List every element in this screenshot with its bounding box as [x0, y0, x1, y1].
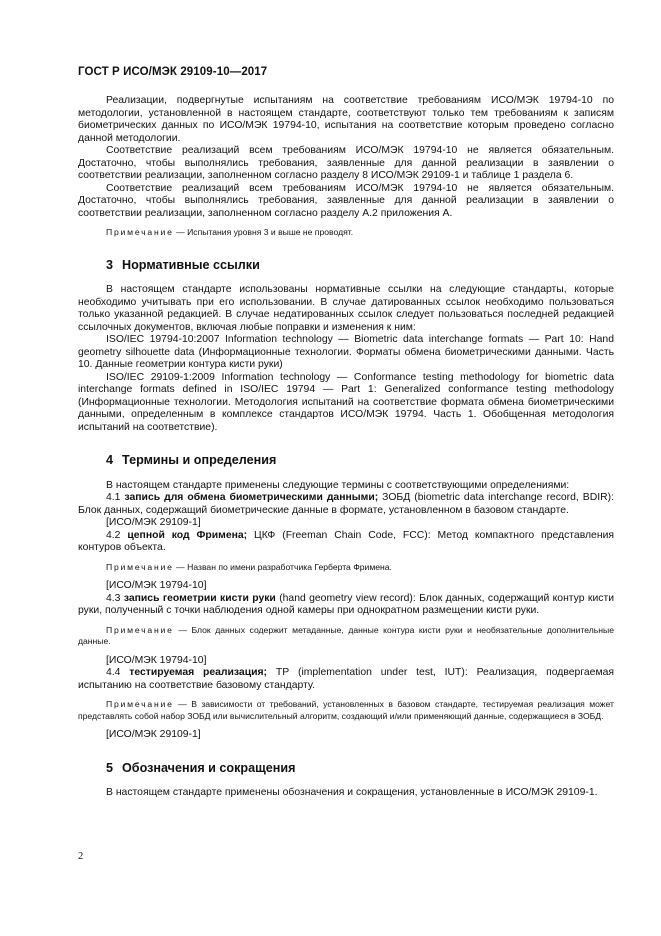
document-header: ГОСТ Р ИСО/МЭК 29109-10—2017	[78, 66, 268, 78]
note	[78, 227, 614, 239]
term-source: [ИСО/МЭК 29109-1]	[106, 517, 201, 528]
normative-reference: ISO/IEC 19794-10:2007 Information technology — Biometric data interchange formats — Part 10: Hand geometry silhouette data (Информационные технологии. Форматы обмена биометрическими данными. Часть 10. Данные геометрии контура кисти руки)	[78, 334, 614, 370]
term-source: [ИСО/МЭК 29109-1]	[106, 729, 201, 740]
paragraph: Реализации, подвергнутые испытаниям на соответствие требованиям ИСО/МЭК 19794-10 по методологии, установленной в настоящем стандарте, соответствуют только тем требованиям к записям биометрических данных по ИСО/МЭК 19794-10, испытания на соответствие которым проведено согласно данной методологии.	[78, 95, 614, 144]
note: Примечание — Блок данных содержит метаданные, данные контура кисти руки и необязательные дополнительные данные.	[78, 624, 614, 646]
term: тестируемая реализация;	[129, 667, 268, 678]
term-definition: 4.3 запись геометрии кисти руки (hand geometry view record): Блок данных, содержащий контур кисти руки, полученный с точки наблюдения одной камеры при однократном размещении кисти руки.	[78, 592, 615, 616]
term-definition: 4.4 тестируемая реализация; ТР (implementation under test, IUT): Реализация, подвергаемая испытанию на соответствие базовому стандарту.	[78, 667, 614, 691]
note-label: Примечание	[106, 561, 174, 572]
section-heading-3: 3 Нормативные ссылки	[106, 257, 260, 272]
term: запись геометрии кисти руки	[123, 592, 276, 604]
paragraph: В настоящем стандарте применены следующие термины с соответствующими определениями:	[106, 479, 570, 491]
paragraph: Соответствие реализаций всем требованиям ИСО/МЭК 19794-10 не является обязательным. Достаточно, чтобы выполнялись требования, заявленные для данной реализации в заявлении о соответствии реализации, заполненном согласно разделу А.2 приложения А.	[78, 182, 614, 219]
document-body	[78, 95, 614, 800]
term: цепной код Фримена;	[127, 529, 248, 541]
page-number: 2	[78, 851, 84, 862]
paragraph: В настоящем стандарте применены обозначения и сокращения, установленные в ИСО/МЭК 29109-1.	[106, 787, 598, 798]
note: Примечание — Назван по имени разработчика Герберта Фримена.	[106, 561, 392, 572]
note-label: Примечание	[106, 699, 174, 709]
term-definition: 4.2 цепной код Фримена; ЦКФ (Freeman Chain Code, FCC): Метод компактного представления контуров объекта.	[78, 529, 615, 553]
term-definition: 4.1 запись для обмена биометрическими данными; ЗОБД (biometric data interchange record, BDIR): Блок данных, содержащий биометрические данные в формате, установленном в базовом стандарте.	[78, 492, 614, 516]
note-text: — Испытания уровня 3 и выше не проводят.	[173, 227, 354, 237]
term-source: [ИСО/МЭК 19794-10]	[106, 580, 207, 591]
note-label: Примечание	[106, 227, 174, 237]
paragraph: В настоящем стандарте использованы нормативные ссылки на следующие стандарты, которые необходимо учитывать при его использовании. В случае датированных ссылок необходимо пользоваться только указанной редакцией. В случае недатированных ссылок следует пользоваться последней редакцией ссылочных документов, включая любые поправки и изменения к ним:	[78, 284, 614, 333]
section-heading-5: 5 Обозначения и сокращения	[106, 760, 296, 775]
term: запись для обмена биометрическими данными;	[124, 492, 379, 503]
paragraph: Соответствие реализаций всем требованиям ИСО/МЭК 19794-10 не является обязательным. Достаточно, чтобы выполнялись требования, заявленные для данной реализации в заявлении о соответствии реализации, заполненном согласно разделу 8 ИСО/МЭК 29109-1 и таблице 1 раздела 6.	[78, 145, 614, 181]
section-heading-4: 4 Термины и определения	[106, 453, 277, 467]
term-source: [ИСО/МЭК 19794-10]	[106, 654, 207, 666]
normative-reference: ISO/IEC 29109-1:2009 Information technology — Conformance testing methodology for biometric data interchange formats defined in ISO/IEC 19794 — Part 1: Generalized conformance testing methodology (Информационные технологии. Методология испытаний на соответствие формата обмена биометрическими данными, определенным в комплексе стандартов ИСО/МЭК 19794. Часть 1. Обобщенная методология испытаний на соответствие).	[78, 371, 614, 433]
note-label: Примечание	[106, 624, 174, 635]
note: Примечание — В зависимости от требований, установленных в базовом стандарте, тестируемая реализация может представлять собой набор ЗОБД или вычислительный алгоритм, создающий и/или применяющий данные, содержащиеся в ЗОБД.	[78, 699, 614, 721]
